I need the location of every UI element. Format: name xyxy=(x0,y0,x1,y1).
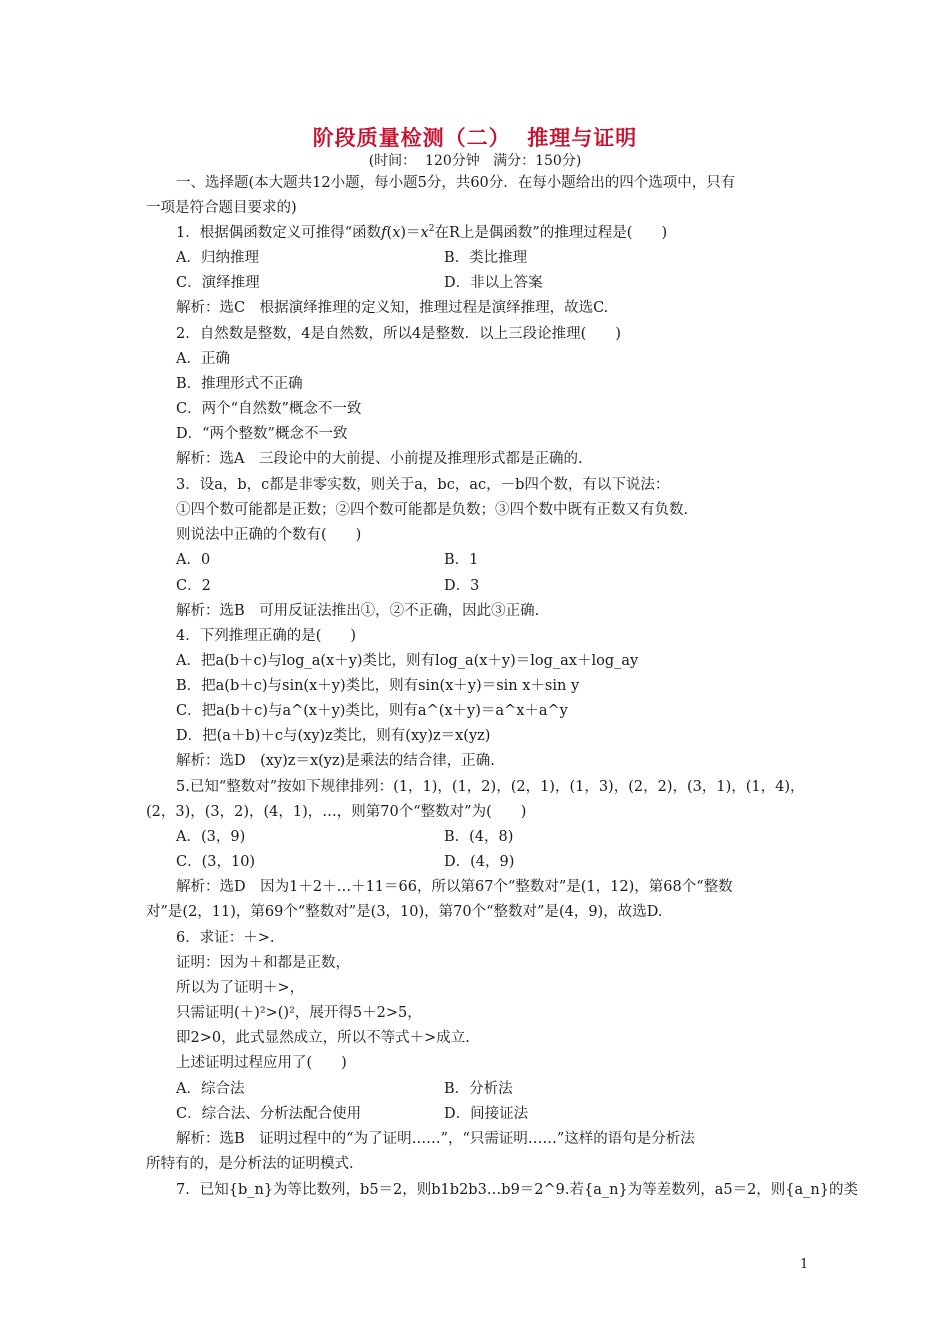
q6-proof-line-3: 只需证明(＋)²>()²，展开得5＋2>5， xyxy=(176,1005,422,1021)
page-number: 1 xyxy=(800,1257,809,1272)
q6-ask: 上述证明过程应用了( ) xyxy=(176,1055,347,1071)
question-6-stem: 6．求证：＋>. xyxy=(176,930,275,946)
question-5-stem-cont: (2，3)，(3，2)，(4，1)，…，则第70个“整数对”为( ) xyxy=(146,804,527,820)
section-heading-cont: 一项是符合题目要求的) xyxy=(146,200,297,216)
q5-option-b: B．(4，8) xyxy=(444,829,514,845)
q4-option-d: D．把(a＋b)＋c与(xy)z类比，则有(xy)z＝x(yz) xyxy=(176,728,491,744)
q3-ask: 则说法中正确的个数有( ) xyxy=(176,527,362,543)
page-title: 阶段质量检测（二） 推理与证明 xyxy=(312,125,638,150)
q6-proof-line-2: 所以为了证明＋>， xyxy=(176,980,305,996)
q3-option-a: A．0 xyxy=(176,552,211,568)
q6-option-a: A．综合法 xyxy=(176,1081,245,1097)
q3-analysis: 解析：选B 可用反证法推出①，②不正确，因此③正确. xyxy=(176,603,540,619)
q1-option-d: D．非以上答案 xyxy=(444,275,543,291)
q2-analysis: 解析：选A 三段论中的大前提、小前提及推理形式都是正确的. xyxy=(176,451,583,467)
q3-option-b: B．1 xyxy=(444,552,479,568)
q2-option-b: B．推理形式不正确 xyxy=(176,376,303,392)
q5-option-d: D．(4，9) xyxy=(444,854,515,870)
question-1-stem: 1．根据偶函数定义可推得“函数$f(x)=x^2$在R上是偶函数”的推理过程是( ) xyxy=(176,224,668,241)
q6-option-c: C．综合法、分析法配合使用 xyxy=(176,1106,362,1122)
q4-option-b: B．把a(b＋c)与sin(x＋y)类比，则有sin(x＋y)＝sin x＋sin y xyxy=(176,678,580,694)
q1-option-a: A．归纳推理 xyxy=(176,250,259,266)
q3-option-c: C．2 xyxy=(176,578,211,594)
exam-meta: (时间： 120分钟 满分：150分) xyxy=(368,153,582,169)
q4-analysis: 解析：选D (xy)z＝x(yz)是乘法的结合律，正确. xyxy=(176,753,495,769)
q2-option-d: D．“两个整数”概念不一致 xyxy=(176,426,348,442)
question-5-stem: 5.已知“整数对”按如下规律排列：(1，1)，(1，2)，(2，1)，(1，3)，(2，2)，(3，1)，(1，4)， xyxy=(176,779,805,795)
q6-analysis-cont: 所特有的，是分析法的证明模式. xyxy=(146,1156,354,1172)
q4-option-c: C．把a(b＋c)与a^(x＋y)类比，则有a^(x＋y)＝a^x＋a^y xyxy=(176,703,568,719)
q4-option-a: A．把a(b＋c)与log_a(x＋y)类比，则有log_a(x＋y)＝log_ax＋log_ay xyxy=(176,653,639,669)
q5-option-a: A．(3，9) xyxy=(176,829,246,845)
question-4-stem: 4．下列推理正确的是( ) xyxy=(176,628,357,644)
q1-option-b: B．类比推理 xyxy=(444,250,528,266)
q2-option-c: C．两个“自然数”概念不一致 xyxy=(176,401,362,417)
q1-option-c: C．演绎推理 xyxy=(176,275,260,291)
q5-analysis-cont: 对”是(2，11)，第69个“整数对”是(3，10)，第70个“整数对”是(4，9)，故选D. xyxy=(146,904,663,920)
q5-option-c: C．(3，10) xyxy=(176,854,256,870)
q6-option-b: B．分析法 xyxy=(444,1081,513,1097)
q2-option-a: A．正确 xyxy=(176,351,230,367)
question-7-stem: 7．已知{b_n}为等比数列，b5＝2，则b1b2b3…b9＝2^9.若{a_n}为等差数列，a5＝2，则{a_n}的类 xyxy=(176,1182,858,1198)
q6-analysis: 解析：选B 证明过程中的“为了证明……”，“只需证明……”这样的语句是分析法 xyxy=(176,1131,695,1147)
q6-proof-line-4: 即2>0，此式显然成立，所以不等式＋>成立. xyxy=(176,1030,470,1046)
section-heading: 一、选择题(本大题共12小题，每小题5分，共60分．在每小题给出的四个选项中，只有 xyxy=(176,175,736,191)
q3-statements: ①四个数可能都是正数；②四个数可能都是负数；③四个数中既有正数又有负数. xyxy=(176,502,689,518)
q1-analysis: 解析：选C 根据演绎推理的定义知，推理过程是演绎推理，故选C. xyxy=(176,300,609,316)
q3-option-d: D．3 xyxy=(444,578,480,594)
question-2-stem: 2．自然数是整数，4是自然数，所以4是整数．以上三段论推理( ) xyxy=(176,326,621,342)
q6-option-d: D．间接证法 xyxy=(444,1106,529,1122)
question-3-stem: 3．设a，b，c都是非零实数，则关于a，bc，ac，－b四个数，有以下说法： xyxy=(176,477,670,493)
q6-proof-line-1: 证明：因为＋和都是正数， xyxy=(176,955,350,971)
q5-analysis: 解析：选D 因为1＋2＋…＋11＝66，所以第67个“整数对”是(1，12)，第68个“整数 xyxy=(176,879,733,895)
